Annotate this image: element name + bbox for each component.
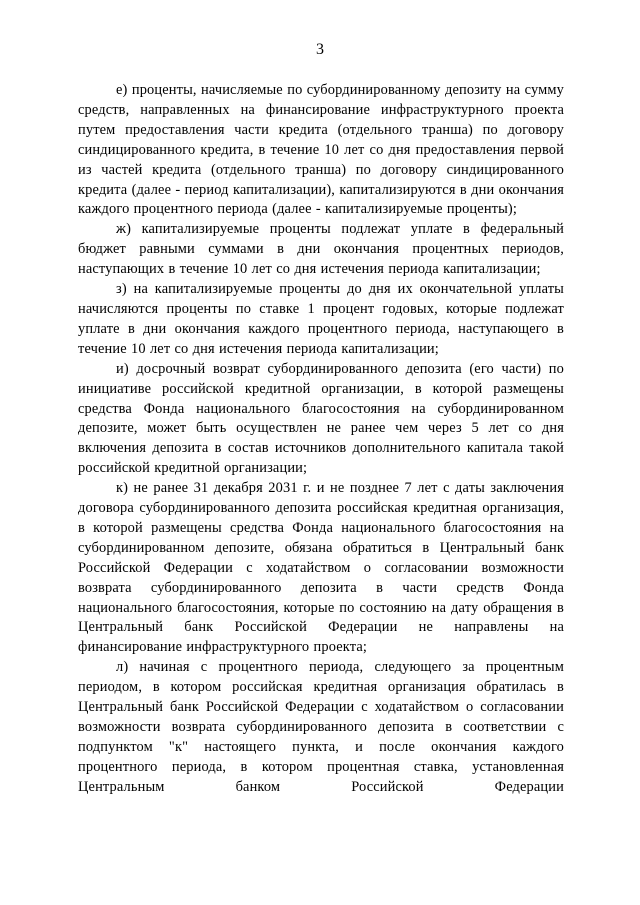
paragraph-l: л) начиная с процентного периода, следующего за процентным периодом, в котором российская кредитная организация обратилась в Центральный банк Российской Федерации с ходатайством о согласовании возможности возврата субординированного депозита в соответствии с подпунктом "к" настоящего пункта, и после окончания каждого процентного периода, в котором процентная ставка, установленная Центральным банком Российской Федерации (78, 659, 564, 795)
paragraph-k: к) не ранее 31 декабря 2031 г. и не позднее 7 лет с даты заключения договора субординированного депозита российская кредитная организация, в которой размещены средства Фонда национального благосостояния на субординированном депозите, обязана обратиться в Центральный банк Российской Федерации с ходатайством о согласовании возможности возврата субординированного депозита в части средств Фонда национального благосостояния, которые по состоянию на дату обращения в Центральный банк Российской Федерации не направлены на финансирование инфраструктурного проекта; (78, 480, 564, 656)
paragraph-z: з) на капитализируемые проценты до дня их окончательной уплаты начисляются проценты по ставке 1 процент годовых, которые подлежат уплате в дни окончания каждого процентного периода, наступающего в течение 10 лет со дня истечения периода капитализации; (78, 281, 564, 357)
paragraph-e: е) проценты, начисляемые по субординированному депозиту на сумму средств, направленных на финансирование инфраструктурного проекта путем предоставления части кредита (отдельного транша) по договору синдицированного кредита, в течение 10 лет со дня предоставления первой из частей кредита (отдельного транша) по договору синдицированного кредита (далее - период капитализации), капитализируются в дни окончания каждого процентного периода (далее - капитализируемые проценты); (78, 82, 564, 218)
paragraph-i: и) досрочный возврат субординированного депозита (его части) по инициативе российской кредитной организации, в которой размещены средства Фонда национального благосостояния на субординированном депозите, может быть осуществлен не ранее чем через 5 лет со дня включения депозита в состав источников дополнительного капитала такой российской кредитной организации; (78, 360, 564, 477)
paragraph-zh: ж) капитализируемые проценты подлежат уплате в федеральный бюджет равными суммами в дни окончания процентных периодов, наступающих в течение 10 лет со дня истечения периода капитализации; (78, 221, 564, 278)
page-number: 3 (316, 41, 324, 58)
document-body (78, 81, 564, 798)
